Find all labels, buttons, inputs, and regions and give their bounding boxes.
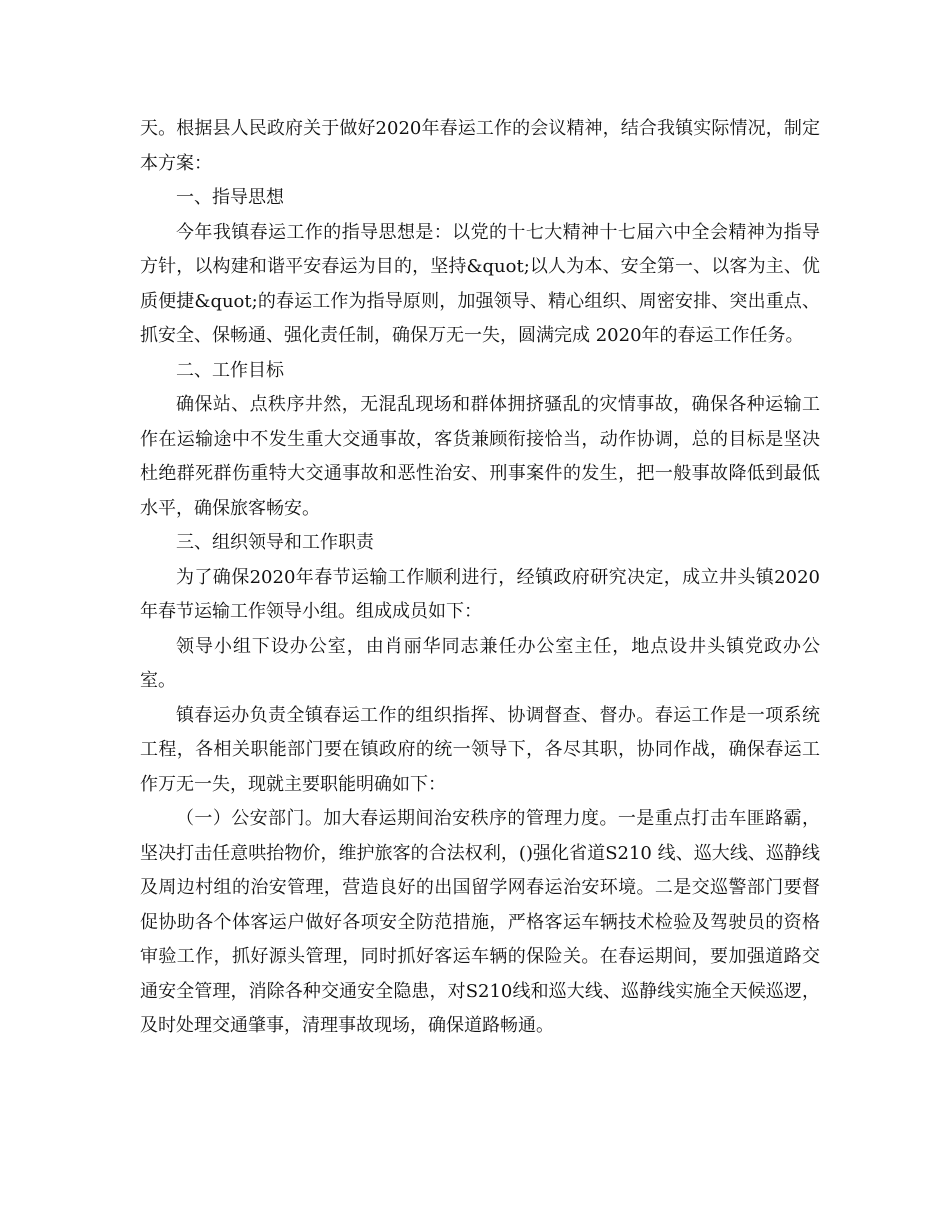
section-heading-guiding-thought: 一、指导思想 <box>176 187 284 208</box>
paragraph-intro: 天。根据县人民政府关于做好2020年春运工作的会议精神，结合我镇实际情况，制定本方案： <box>140 118 820 174</box>
paragraph-public-security: （一）公安部门。加大春运期间治安秩序的管理力度。一是重点打击车匪路霸，坚决打击任意哄抬物价，维护旅客的合法权利，()强化省道S210 线、巡大线、巡静线及周边村组的治安管理，营造良好的出国留学网春运治安环境。二是交巡警部门要督促协助各个体客运户做好各项安全防范措施，严格客运车辆技术检验及驾驶员的资格审验工作，抓好源头管理，同时抓好客运车辆的保险关。在春运期间，要加强道路交通安全管理，消除各种交通安全隐患，对S210线和巡大线、巡静线实施全天候巡逻，及时处理交通肇事，清理事故现场，确保道路畅通。 <box>140 808 820 1036</box>
section-heading-organization: 三、组织领导和工作职责 <box>176 532 374 553</box>
paragraph-work-goals: 确保站、点秩序井然，无混乱现场和群体拥挤骚乱的灾情事故，确保各种运输工作在运输途中不发生重大交通事故，客货兼顾衔接恰当，动作协调，总的目标是坚决杜绝群死群伤重特大交通事故和恶性治安、刑事案件的发生，把一般事故降低到最低水平，确保旅客畅安。 <box>140 394 820 519</box>
section-heading-work-goals: 二、工作目标 <box>176 359 284 381</box>
document-body <box>140 112 820 1044</box>
paragraph-guiding-thought: 今年我镇春运工作的指导思想是：以党的十七大精神十七届六中全会精神为指导方针，以构建和谐平安春运为目的，坚持&quot;以人为本、安全第一、以客为主、优质便捷&quot;的春运工作为指导原则，加强领导、精心组织、周密安排、突出重点、抓安全、保畅通、强化责任制，确保万无一失，圆满完成 2020年的春运工作任务。 <box>140 221 820 346</box>
paragraph-responsibilities: 镇春运办负责全镇春运工作的组织指挥、协调督查、督办。春运工作是一项系统工程，各相关职能部门要在镇政府的统一领导下，各尽其职，协同作战，确保春运工作万无一失，现就主要职能明确如下： <box>140 704 820 795</box>
paragraph-organization-intro: 为了确保2020年春节运输工作顺利进行，经镇政府研究决定，成立井头镇2020年春节运输工作领导小组。组成成员如下： <box>140 566 820 622</box>
paragraph-office-setup: 领导小组下设办公室，由肖丽华同志兼任办公室主任，地点设井头镇党政办公室。 <box>140 635 820 691</box>
